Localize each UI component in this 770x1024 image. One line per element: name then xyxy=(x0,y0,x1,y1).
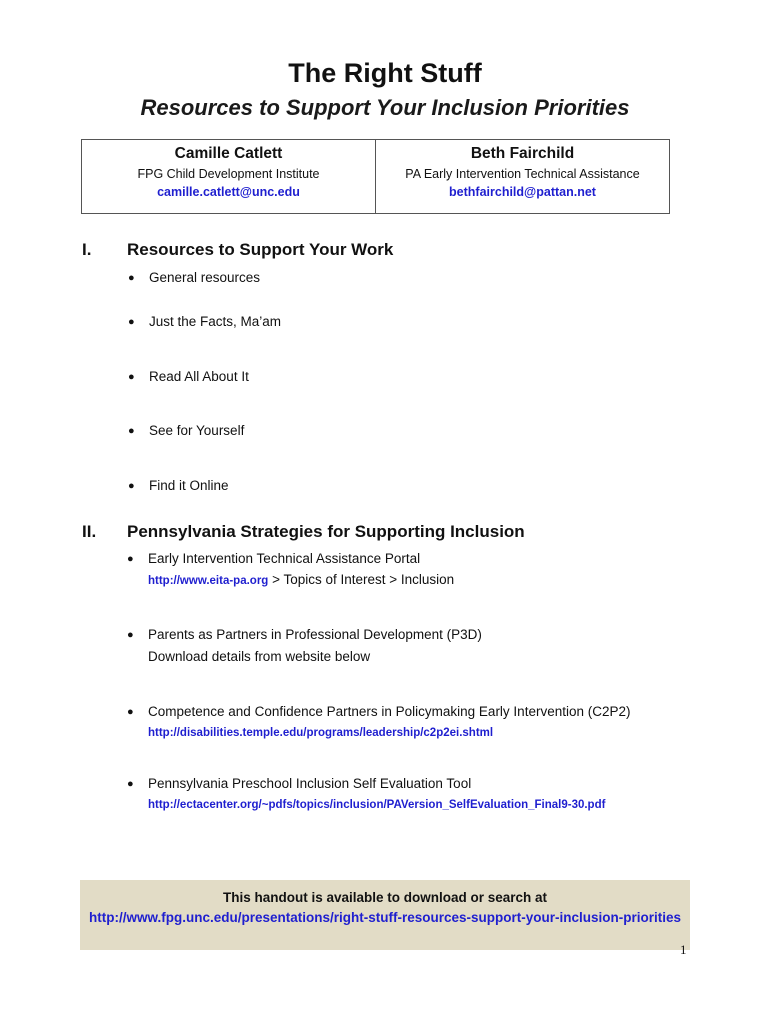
contact-org: FPG Child Development Institute xyxy=(137,167,320,181)
download-link[interactable]: http://www.fpg.unc.edu/presentations/right-stuff-resources-support-your-inclusion-priorities xyxy=(88,910,681,925)
contact-name: Camille Catlett xyxy=(174,145,283,162)
ecta-link[interactable]: http://ectacenter.org/~pdfs/topics/inclusion/PAVersion_SelfEvaluation_Final9-30.pdf xyxy=(148,799,606,811)
resource-link-line xyxy=(148,794,605,815)
section-numeral: II. xyxy=(82,522,97,541)
list-item-text: Read All About It xyxy=(149,369,249,384)
bullet-icon: ● xyxy=(128,480,135,492)
list-item-text: Pennsylvania Preschool Inclusion Self Evaluation Tool xyxy=(148,776,472,791)
page-subtitle: Resources to Support Your Inclusion Priorities xyxy=(140,95,630,120)
list-item-text: Early Intervention Technical Assistance Portal xyxy=(148,551,421,566)
bullet-icon: ● xyxy=(127,629,134,641)
section-numeral: I. xyxy=(82,240,92,259)
list-item-text: Competence and Confidence Partners in Policymaking Early Intervention (C2P2) xyxy=(148,704,631,719)
contact-email-link[interactable]: bethfairchild@pattan.net xyxy=(449,185,596,199)
bullet-icon: ● xyxy=(128,272,135,284)
list-item-text: Parents as Partners in Professional Development (P3D) xyxy=(148,627,482,642)
contact-card-catlett xyxy=(82,140,375,213)
download-note-box xyxy=(80,880,690,950)
page-title: The Right Stuff xyxy=(288,58,482,88)
bullet-icon: ● xyxy=(128,425,135,437)
bullet-icon: ● xyxy=(128,371,135,383)
link-suffix: > Topics of Interest > Inclusion xyxy=(268,572,455,587)
list-item-detail: Download details from website below xyxy=(148,649,371,664)
bullet-icon: ● xyxy=(127,553,134,565)
contact-email-link[interactable]: camille.catlett@unc.edu xyxy=(157,185,300,199)
contact-name: Beth Fairchild xyxy=(470,145,575,162)
list-item-text: Just the Facts, Ma’am xyxy=(149,314,282,329)
bullet-icon: ● xyxy=(128,316,135,328)
c2p2-link[interactable]: http://disabilities.temple.edu/programs/leadership/c2p2ei.shtml xyxy=(148,727,494,739)
bullet-icon: ● xyxy=(127,778,134,790)
download-note-text: This handout is available to download or search at xyxy=(222,890,548,905)
list-item-text: See for Yourself xyxy=(149,423,245,438)
bullet-icon: ● xyxy=(127,706,134,718)
list-item-text: General resources xyxy=(149,270,261,285)
contact-org: PA Early Intervention Technical Assistance xyxy=(405,167,640,181)
section-heading: Pennsylvania Strategies for Supporting Inclusion xyxy=(127,522,525,541)
contact-card-fairchild xyxy=(375,140,669,213)
list-item-text: Find it Online xyxy=(149,478,229,493)
resource-link-line xyxy=(148,570,454,591)
eita-link[interactable]: http://www.eita-pa.org xyxy=(148,575,269,587)
page-number: 1 xyxy=(680,942,687,957)
section-heading: Resources to Support Your Work xyxy=(127,240,394,259)
resource-link-line xyxy=(148,722,493,743)
contact-table xyxy=(81,139,670,214)
